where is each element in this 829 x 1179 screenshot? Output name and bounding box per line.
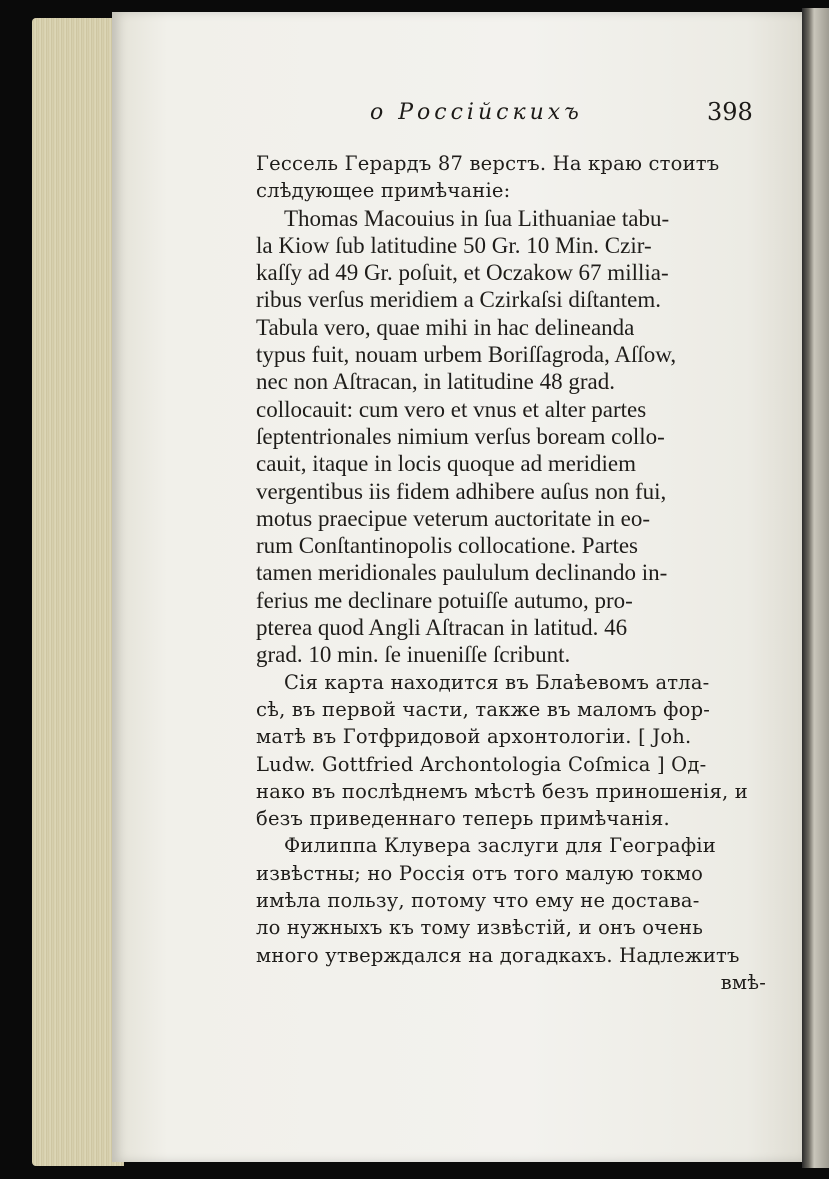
text-line: nec non Aſtracan, in latitudine 48 grad. [256,369,615,395]
text-line: извѣстны; но Россія отъ того малую токмо [256,861,704,885]
text-line: kaſſy ad 49 Gr. poſuit, et Oczakow 67 millia- [256,260,669,286]
text-line: Филиппа Клувера заслуги для Географіи [284,834,716,858]
text-line: la Kiow ſub latitudine 50 Gr. 10 Min. Czir- [256,232,652,258]
text-line: Tabula vero, quae mihi in hac delineanda [256,314,635,340]
text-line: grad. 10 min. ſe inueniſſe ſcribunt. [256,642,571,668]
text-line: cauit, itaque in locis quoque ad meridiem [256,451,637,477]
catchword: вмѣ- [720,970,766,994]
text-line: Thomas Macouius in ſua Lithuaniae tabu- [284,205,670,231]
text-line: ло нужныхъ къ тому извѣстій, и онъ очень [256,916,704,940]
text-line: слѣдующее примѣчаніе: [256,179,511,203]
page-header [370,98,770,138]
text-line: vergentibus iis fidem adhibere auſus non fui, [256,478,667,504]
running-head: о Россійскихъ [370,100,583,125]
text-line: ſeptentrionales nimium verſus boream collo- [256,423,665,449]
text-line: motus praecipue veterum auctoritate in eo- [256,505,651,531]
body-text [256,150,766,996]
text-line: безъ приведеннаго теперь примѣчанія. [256,807,670,831]
text-line: много утверждался на догадкахъ. Надлежитъ [256,943,740,967]
page-number: 398 [707,98,753,126]
text-line: pterea quod Angli Aſtracan in latitud. 46 [256,615,628,641]
text-line: Ludw. Gottfried Archontologia Coſmica ] Од- [256,752,707,776]
text-line: ribus verſus meridiem a Czirkaſsi diſtantem. [256,287,661,313]
text-line: collocauit: cum vero et vnus et alter partes [256,396,647,422]
text-line: матѣ въ Готфридовой архонтологіи. [ Joh. [256,725,692,749]
text-line: typus fuit, nouam urbem Boriſſagroda, Aſſow, [256,342,677,368]
text-line: Гессель Герардъ 87 верстъ. На краю стоитъ [256,152,720,175]
text-line: сѣ, въ первой части, также въ маломъ фор- [256,697,711,721]
facing-page-edge [802,8,829,1168]
text-line: имѣла пользу, потому что ему не достава- [256,889,700,913]
text-line: нако въ послѣднемъ мѣстѣ безъ приношенія, и [256,779,748,803]
text-line: tamen meridionales paululum declinando in- [256,560,668,586]
page-edges [32,18,124,1166]
text-line: ferius me declinare potuiſſe autumo, pro- [256,587,633,613]
text-line: rum Conſtantinopolis collocatione. Partes [256,533,638,559]
text-line: Сія карта находится въ Блаѣевомъ атла- [284,670,710,694]
